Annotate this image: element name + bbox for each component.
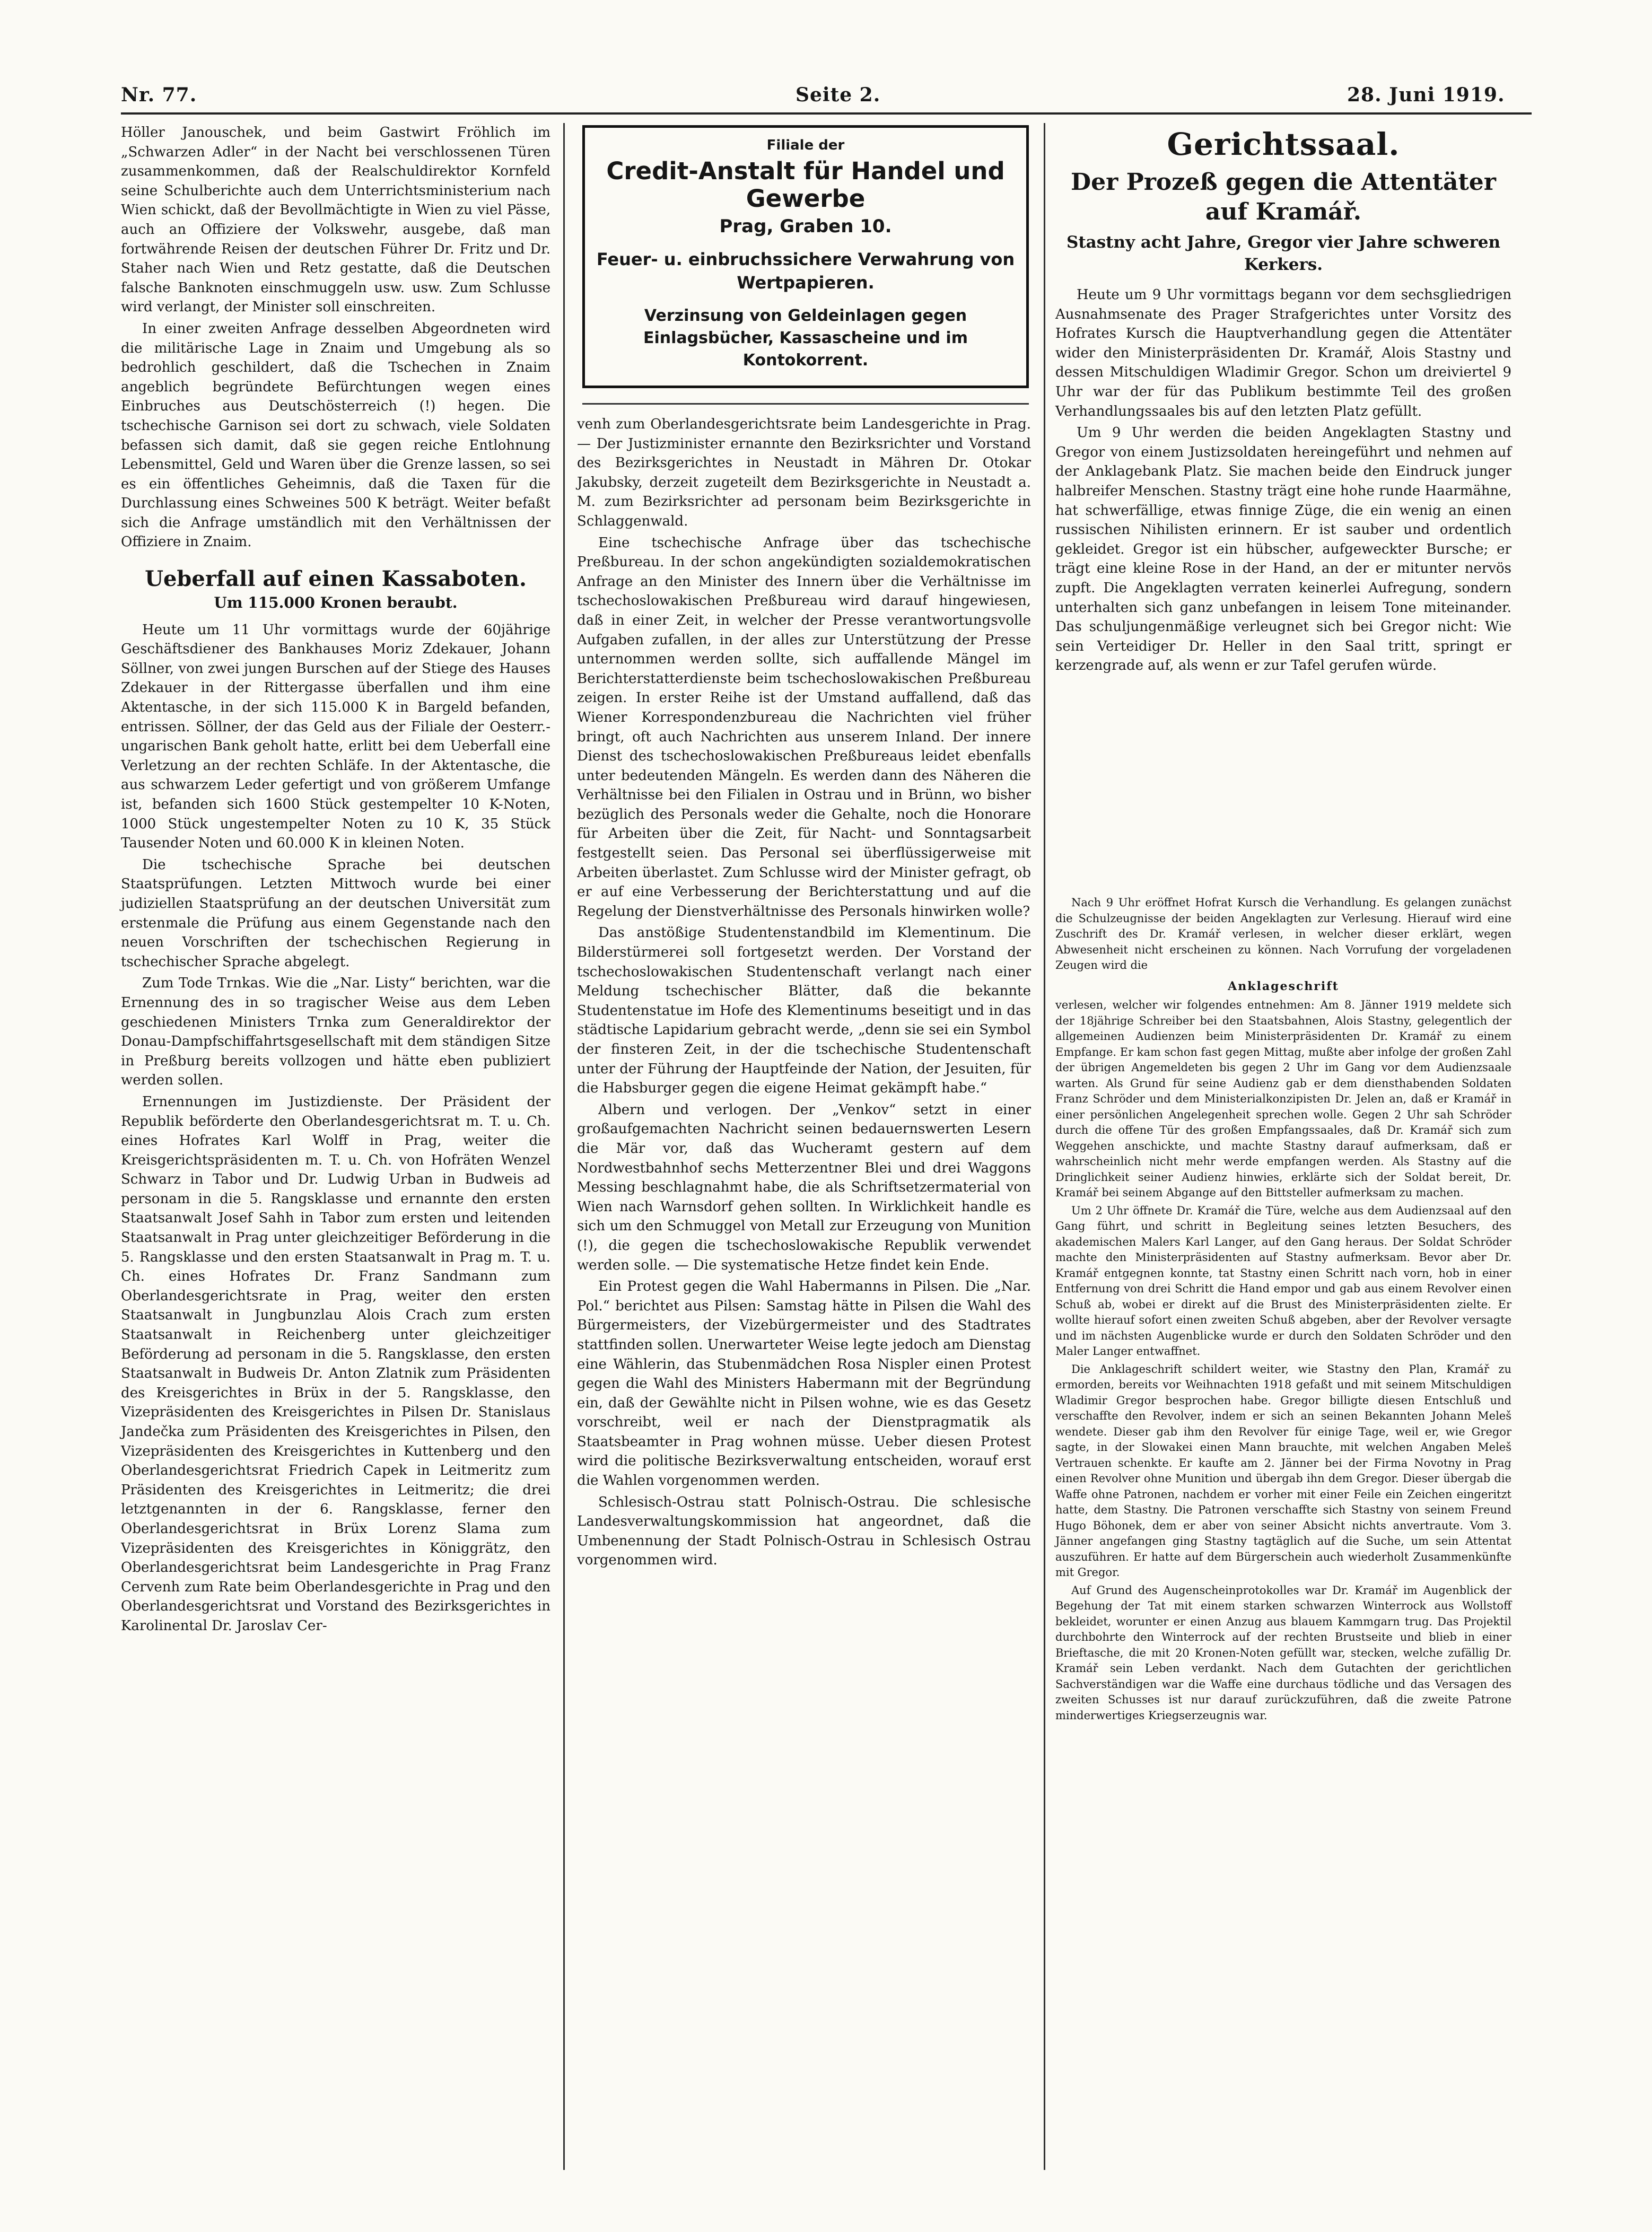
article-text: verlesen, welcher wir folgendes entnehmen: Am 8. Jänner 1919 meldete sich der 18jährige Schreiber bei den Staatsbahnen, Alois Stastny, gelegentlich der allgemeinen Audienzen beim Ministerpräsidenten Dr. Kramář zu einem Empfange. Er kam schon fast gegen Mittag, mußte aber infolge der großen Zahl der übrigen Angemeldeten bis gegen 2 Uhr im Gang vor dem Audienzsaale warten. Als Grund für seine Audienz gab er dem diensthabenden Soldaten Franz Schröder und dem Ministerialkonzipisten Dr. Jelen an, daß er Kramář in einer persönlichen Angelegenheit sprechen wolle. Gegen 2 Uhr sah Schröder durch die offene Tür des großen Empfangssaales, daß Dr. Kramář sich zum Weggehen anschickte, und machte Stastny darauf aufmerksam, daß er wahrscheinlich nicht mehr werde empfangen werden. Als Stastny auf die Dringlichkeit seiner Audienz hinwies, erklärte sich der Soldat bereit, Dr. Kramář bei seinem Abgange auf den Bittsteller aufmerksam zu machen. [1055,999,1511,1199]
news-item-venkov: Albern und verlogen. Der „Venkov“ setzt in einer großaufgemachten Nachricht seinen bedauernswerten Lesern die Mär vor, daß das Wucheramt gestern auf dem Nordwestbahnhof sechs Metterzentner Blei und drei Waggons Messing beschlagnahmt habe, die als Schriftsetzermaterial von Wien nach Warnsdorf gehen sollten. In Wirklichkeit handle es sich um den Schmuggel von Metall zur Erzeugung von Munition (!), die gegen die tschechoslowakische Republik verwendet werden solle. — Die systematische Hetze findet kein Ende. [577,1101,1031,1273]
article-text: Nach 9 Uhr eröffnet Hofrat Kursch die Verhandlung. Es gelangen zunächst die Schulzeugnisse der beiden Angeklagten zur Verlesung. Hierauf wird eine Zuschrift des Dr. Kramář verlesen, in welcher dieser erklärt, wegen Abwesenheit nicht erscheinen zu können. Nach Vorrufung der vorgeladenen Zeugen wird die [1055,896,1511,971]
column-1 [121,123,550,1638]
page-number: Seite 2. [796,84,881,106]
news-item-ostrau: Schlesisch-Ostrau statt Polnisch-Ostrau. Die schlesische Landesverwaltungskommission hat angeordnet, daß die Umbenennung der Stadt Polnisch-Ostrau in Schlesisch Ostrau vorgenommen wird. [577,1494,1031,1569]
article-text: Die Anklageschrift schildert weiter, wie Stastny den Plan, Kramář zu ermorden, bereits vor Weihnachten 1918 gefaßt und mit seinem Mitschuldigen Wladimir Gregor besprochen habe. Gregor billigte diesen Entschluß und verschaffte den Revolver, indem er sich an seinen Bekannten Johann Meleš wendete. Dieser gab ihm den Revolver für einige Tage, weil er, wie Gregor sagte, in der Slowakei einen Mann brauchte, mit welchen Angaben Meleš Vertrauen schenkte. Er kaufte am 2. Jänner bei der Firma Novotny in Prag einen Revolver ohne Munition und übergab ihn dem Gregor. Dieser übergab die Waffe ohne Patronen, nachdem er vorher mit einer Feile ein Zeichen eingeritzt hatte, dem Stastny. Die Patronen verschaffte sich Stastny von seinem Freund Hugo Böhonek, dem er aber von seiner Absicht nichts anvertraute. Vom 3. Jänner angefangen ging Stastny tagtäglich auf die Suche, um sein Attentat auszuführen. Er hatte auf dem Bürgerschein auch wiederholt Zusammenkünfte mit Gregor. [1055,1362,1511,1579]
issue-date: 28. Juni 1919. [1347,84,1505,106]
news-item-language: Die tschechische Sprache bei deutschen Staatsprüfungen. Letzten Mittwoch wurde bei einer judiziellen Staatsprüfung an der deutschen Universität zum erstenmale die Prüfung aus einem Gegenstande nach den neuen Vorschriften der tschechischen Regierung in tschechischer Sprache abgelegt. [121,856,550,970]
section-headline-court: Gerichtssaal. [1167,126,1400,162]
article-headline-robbery: Ueberfall auf einen Kassaboten. [145,566,527,592]
section-title-indictment: Anklageschrift [1228,979,1339,993]
column-3-smallprint [1055,895,1511,1726]
news-item-trnka: Zum Tode Trnkas. Wie die „Nar. Listy“ berichten, war die Ernennung des in so tragischer Weise aus dem Leben geschiedenen Ministers Trnka zum Generaldirektor der Donau-Dampfschiffahrtsgesellschaft mit dem ständigen Sitze in Preßburg bereits vollzogen und hätte eben publiziert werden sollen. [121,975,550,1089]
article-text: Um 2 Uhr öffnete Dr. Kramář die Türe, welche aus dem Audienzsaal auf den Gang führt, und schritt in Begleitung seines letzten Besuchers, des akademischen Malers Karl Langer, auf den Gang heraus. Der Soldat Schröder machte den Ministerpräsidenten auf Stastny aufmerksam. Bevor aber Dr. Kramář entgegnen konnte, tat Stastny einen Schritt nach vorn, hob in einer Entfernung von drei Schritt die Hand empor und gab aus einem Revolver einen Schuß ab, wobei er direkt auf die Brust des Ministerpräsidenten zielte. Er wollte hierauf sofort einen zweiten Schuß abgeben, aber der Revolver versagte und im nächsten Augenblicke wurde er durch den Soldaten Schröder und den Maler Langer entwaffnet. [1055,1204,1511,1358]
ad-bottom-rule [582,403,1029,405]
ad-address: Prag, Graben 10. [719,216,892,237]
article-text: venh zum Oberlandesgerichtsrate beim Landesgerichte in Prag. — Der Justizminister ernannte den Bezirksrichter und Vorstand des Bezirksgerichtes in Neustadt in Mähren Dr. Otokar Jakubsky, derzeit zugeteilt dem Bezirksgerichte in Neustadt a. M. zum Bezirksrichter ad personam beim Bezirksgerichte in Schlaggenwald. [577,416,1031,529]
ad-interest: Verzinsung von Geldeinlagen gegen Einlagsbücher, Kassascheine und im Kontokorrent. [643,307,968,370]
header-rule [121,112,1532,115]
article-text: Um 9 Uhr werden die beiden Angeklagten Stastny und Gregor von einem Justizsoldaten hereingeführt und nehmen auf der Anklagebank Platz. Sie machen beide den Eindruck junger halbreifer Menschen. Stastny trägt eine hohe runde Haarmähne, hat schwerfällige, etwas finnige Züge, die ein wenig an einen russischen Nihilisten erinnern. Er ist sauber und ordentlich gekleidet. Gregor ist ein hübscher, aufgeweckter Bursche; er trägt eine kleine Rose in der Hand, an der er mitunter nervös zupft. Die Angeklagten verraten keinerlei Aufregung, sondern unterhalten sich ganz unbefangen in leisem Tone miteinander. Das schuljungenmäßige verleugnet sich bei Gregor nicht: Wie sein Verteidiger Dr. Heller in den Saal tritt, springt er kerzengrade auf, als wenn er zur Tafel gerufen würde. [1055,425,1511,674]
article-text: Heute um 9 Uhr vormittags begann vor dem sechsgliedrigen Ausnahmsenate des Prager Strafgerichtes unter Vorsitz des Hofrates Kursch die Hauptverhandlung gegen die Attentäter wider den Ministerpräsidenten Dr. Kramář, Alois Stastny und dessen Mitschuldigen Wladimir Gregor. Schon um dreiviertel 9 Uhr war der für das Publikum bestimmte Teil des großen Verhandlungssaales bis auf den letzten Platz gefüllt. [1055,287,1511,419]
issue-number: Nr. 77. [121,84,197,106]
bank-advertisement [582,125,1029,388]
article-text: Höller Janouschek, und beim Gastwirt Fröhlich im „Schwarzen Adler“ in der Nacht bei verschlossenen Türen zusammenkommen, daß der Realschuldirektor Kornfeld seine Schulberichte auch dem Unterrichtsministerium nach Wien schickt, daß der Bevollmächtigte in Wien zu viel Pässe, auch an Offiziere der Volkswehr, ausgebe, daß man fortwährende Reisen der deutschen Führer Dr. Fritz und Dr. Staher nach Wien und Retz gestatte, daß die Deutschen falsche Banknoten einschmuggeln usw. usw. Zum Schlusse wird verlangt, der Minister soll einschreiten. [121,125,550,316]
article-headline-trial: Der Prozeß gegen die Attentäter auf Kramář. [1071,169,1496,225]
column-3 [1055,123,1511,678]
article-text: In einer zweiten Anfrage desselben Abgeordneten wird die militärische Lage in Znaim und Umgebung als so bedrohlich geschildert, daß die Tschechen in Znaim angeblich begründete Befürchtungen wegen eines Einbruches aus Deutschösterreich (!) hegen. Die tschechische Garnison sei dort zu schwach, viele Soldaten befassen sich damit, daß sie gegen reiche Entlohnung Lebensmittel, Geld und Waren über die Grenze lassen, so sei es ein öffentliches Geheimnis, daß die Taxen für die Durchlassung eines Schweines 500 K beträgt. Weiter befaßt sich die Anfrage umständlich mit den Verhältnissen der Offiziere in Znaim. [121,320,550,550]
ad-bank-name: Credit-Anstalt für Handel und Gewerbe [606,157,1005,213]
news-item-appointments: Ernennungen im Justizdienste. Der Präsident der Republik beförderte den Oberlandesgerichtsrat m. T. u. Ch. eines Hofrates Karl Wolff in Prag, weiter die Kreisgerichtspräsidenten m. T. u. Ch. von Hofräten Wenzel Schwarz in Tabor und Dr. Ludwig Urban in Budweis ad personam in die 5. Rangsklasse und ernannte den ersten Staatsanwalt Josef Sahh in Tabor zum ersten und leitenden Staatsanwalt in Prag unter gleichzeitiger Beförderung in die 5. Rangsklasse und den ersten Staatsanwalt in Prag m. T. u. Ch. eines Hofrates Dr. Franz Sandmann zum Oberlandesgerichtsrate in Prag, weiter den ersten Staatsanwalt in Jungbunzlau Alois Crach zum ersten Staatsanwalt in Reichenberg unter gleichzeitiger Beförderung ad personam in die 5. Rangsklasse, den ersten Staatsanwalt in Budweis Dr. Anton Zlatnik zum Präsidenten des Kreisgerichtes in Brüx in der 5. Rangsklasse, den Vizepräsidenten des Kreisgerichtes in Pilsen Dr. Stanislaus Jandečka zum Präsidenten des Kreisgerichtes in Pilsen, den Vizepräsidenten des Kreisgerichtes in Kuttenberg und den Oberlandesgerichtsrat Friedrich Capek in Leitmeritz zum Präsidenten des Kreisgerichtes in Leitmeritz; die drei letztgenannten in der 6. Rangsklasse, ferner den Oberlandesgerichtsrat in Brüx Lorenz Slama zum Vizepräsidenten des Kreisgerichtes in Königgrätz, den Oberlandesgerichtsrat beim Landesgerichte in Prag Franz Cervenh zum Rate beim Oberlandesgerichte in Prag und den Oberlandesgerichtsrat und Vorstand des Bezirksgerichtes in Karolinental Dr. Jaroslav Cer- [121,1093,550,1634]
article-subheadline-trial: Stastny acht Jahre, Gregor vier Jahre schweren Kerkers. [1066,233,1501,274]
article-subheadline-robbery: Um 115.000 Kronen beraubt. [214,594,458,612]
article-text: Heute um 11 Uhr vormittags wurde der 60jährige Geschäftsdiener des Bankhauses Moriz Zdekauer, Johann Söllner, von zwei jungen Burschen auf der Stiege des Hauses Zdekauer in der Rittergasse überfallen und ihm eine Aktentasche, in der sich 115.000 K in Bargeld befanden, entrissen. Söllner, der das Geld aus der Filiale der Oesterr.-ungarischen Bank geholt hatte, erlitt bei dem Ueberfall eine Verletzung an der rechten Schläfe. In der Aktentasche, die aus schwarzem Leder gefertigt und von größerem Umfange ist, befanden sich 1600 Stück gestempelter 10 K-Noten, 1000 Stück ungestempelter Noten zu 10 K, 35 Stück Tausender Noten und 60.000 K in kleinen Noten. [121,622,550,852]
column-2 [577,415,1031,1572]
column-divider-right [1044,123,1045,2170]
ad-service: Feuer- u. einbruchssichere Verwahrung von Wertpapieren. [596,249,1015,293]
article-text: Auf Grund des Augenscheinprotokolles war Dr. Kramář im Augenblick der Begehung der Tat mit einem starken schwarzen Winterrock aus Wollstoff bekleidet, worunter er einen Anzug aus blauem Kammgarn trug. Das Projektil durchbohrte den Winterrock auf der rechten Brustseite und blieb in einer Brieftasche, die mit 20 Kronen-Noten gefüllt war, stecken, welche zufällig Dr. Kramář sein Leben verdankt. Nach dem Gutachten der gerichtlichen Sachverständigen war die Waffe eine durchaus tödliche und das Versagen des zweiten Schusses ist nur darauf zurückzuführen, daß die zweite Patrone minderwertiges Kriegserzeugnis war. [1055,1583,1511,1722]
news-item-klementinum: Das anstößige Studentenstandbild im Klementinum. Die Bilderstürmerei soll fortgesetzt werden. Der Vorstand der tschechoslowakischen Studentenschaft verlangt nach einer Meldung tschechischer Blätter, daß die bekannte Studentenstatue im Hofe des Klementinums beseitigt und in das städtische Lapidarium gebracht werde, „denn sie sei ein Symbol der finsteren Zeit, in der die tschechische Studentenschaft unter der Führung der Hauptfeinde der Nation, der Jesuiten, für die Habsburger gegen die eigene Heimat gekämpft habe.“ [577,925,1031,1097]
news-item-pressbureau: Eine tschechische Anfrage über das tschechische Preßbureau. In der schon angekündigten sozialdemokratischen Anfrage an den Minister des Innern über die Verhältnisse im tschechoslowakischen Preßbureau wird darauf hingewiesen, daß in einer Zeit, in welcher der Presse verantwortungsvolle Aufgaben zufallen, in der alles zur Unterstützung der Presse unternommen werden sollte, sich auffallende Mängel im Berichterstatterdienste beim tschechoslowakischen Preßbureau zeigen. In erster Reihe ist der Umstand auffallend, daß das Wiener Korrespondenzbureau die Nachrichten viel früher bringt, oft auch Nachrichten aus unserem Inland. Der innere Dienst des tschechoslowakischen Preßbureaus leidet ebenfalls unter bedeutenden Mängeln. Es werden dann des Näheren die Verhältnisse bei den Filialen in Ostrau und in Brünn, wo bisher bezüglich des Personals weder die Gehalte, noch die Honorare für Arbeiten über die Zeit, für Nacht- und Sonntagsarbeit festgestellt seien. Das Personal sei überflüssigerweise mit Arbeiten überlastet. Zum Schlusse wird der Minister gefragt, ob er auf eine Verbesserung der Berichterstattung und auf die Regelung der Dienstverhältnisse des Personals hinwirken wolle? [577,535,1031,920]
ad-branch-label: Filiale der [766,137,845,153]
column-divider-left [563,123,565,2170]
news-item-pilsen: Ein Protest gegen die Wahl Habermanns in Pilsen. Die „Nar. Pol.“ berichtet aus Pilsen: Samstag hätte in Pilsen die Wahl des Bürgermeisters, der Vizebürgermeister und des Stadtrates stattfinden sollen. Unerwarteter Weise legte jedoch am Dienstag eine Wählerin, das Stubenmädchen Rosa Nispler einen Protest gegen die Wahl des Ministers Habermann mit der Begründung ein, daß der Gewählte nicht in Pilsen wohne, wie es das Gesetz vorschreibt, weil er nach der Dienstpragmatik als Staatsbeamter in Prag wohnen müsse. Ueber diesen Protest wird die politische Bezirksverwaltung entscheiden, worauf erst die Wahlen vorgenommen werden. [577,1279,1031,1489]
